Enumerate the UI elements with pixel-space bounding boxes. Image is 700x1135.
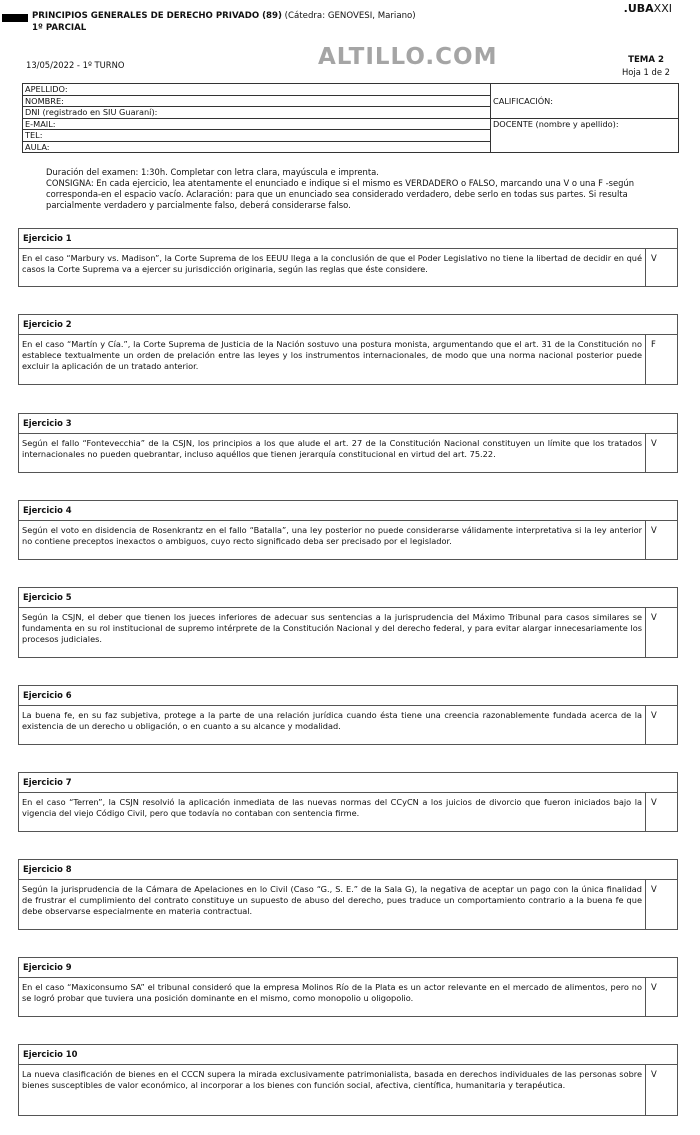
calificacion-field[interactable]: CALIFICACIÓN: (491, 84, 679, 119)
course-name: PRINCIPIOS GENERALES DE DERECHO PRIVADO (89) (32, 11, 282, 21)
course-chair: (Cátedra: GENOVESI, Mariano) (284, 11, 416, 21)
aula-field[interactable]: AULA: (23, 141, 491, 153)
exercise-block (18, 413, 678, 473)
altillo-watermark: ALTILLO.COM (318, 44, 498, 70)
exercise-text: En el caso “Terren”, la CSJN resolvió la aplicación inmediata de las nuevas normas del CCyCN a los juicios de divorcio que fueron iniciados bajo la vigencia del viejo Código Civil, pero que todavía no contaban con sentencia firme. (19, 793, 646, 831)
nombre-field[interactable]: NOMBRE: (23, 95, 491, 107)
exercise-text: Según el fallo “Fontevecchia” de la CSJN, los principios a los que alude el art. 27 de la Constitución Nacional constituyen un límite que los tratados internacionales no pueden quebrantar, incluso aquéllos que tienen jerarquía constitucional en virtud del art. 75.22. (19, 434, 646, 472)
exercise-title: Ejercicio 3 (19, 414, 677, 434)
exercise-title: Ejercicio 9 (19, 958, 677, 978)
exercise-block (18, 587, 678, 658)
answer-box[interactable]: F (651, 339, 656, 349)
exercise-text: En el caso “Maxiconsumo SA” el tribunal consideró que la empresa Molinos Río de la Plata es un actor relevante en el mercado de alimentos, pero no se logró probar que tuviera una posición dominante en el mismo, como monopolio u oligopolio. (19, 978, 646, 1016)
answer-box[interactable]: V (651, 525, 657, 535)
exercise-text: Según la jurisprudencia de la Cámara de Apelaciones en lo Civil (Caso “G., S. E.” de la Sala G), la negativa de aceptar un pago con la única finalidad de frustrar el cumplimiento del contrato constituye un supuesto de abuso del derecho, pues traduce un comportamiento contrario a la buena fe que debe observarse especialmente en materia contractual. (19, 880, 646, 929)
exercise-title: Ejercicio 10 (19, 1045, 677, 1065)
duration-text: Duración del examen: 1:30h. Completar con letra clara, mayúscula e imprenta. (46, 167, 379, 177)
answer-box[interactable]: V (651, 253, 657, 263)
exercise-title: Ejercicio 5 (19, 588, 677, 608)
answer-box[interactable]: V (651, 612, 657, 622)
answer-box[interactable]: V (651, 438, 657, 448)
exercise-block (18, 685, 678, 745)
exercise-block (18, 772, 678, 832)
exercise-title: Ejercicio 7 (19, 773, 677, 793)
docente-field[interactable]: DOCENTE (nombre y apellido): (491, 118, 679, 153)
exercise-block (18, 859, 678, 930)
exercise-text: La nueva clasificación de bienes en el CCCN supera la mirada exclusivamente patrimonialista, basada en derechos individuales de las personas sobre bienes susceptibles de valor económico, al incorporar a los bienes con función social, afectiva, científica, humanitaria y terapéutica. (19, 1065, 646, 1115)
answer-box[interactable]: V (651, 797, 657, 807)
answer-box[interactable]: V (651, 884, 657, 894)
exam-type: 1º PARCIAL (32, 23, 87, 33)
tema-label: TEMA 2 (628, 55, 664, 65)
answer-box[interactable]: V (651, 710, 657, 720)
exercise-text: La buena fe, en su faz subjetiva, protege a la parte de una relación jurídica cuando ésta tiene una creencia razonablemente fundada acerca de la existencia de un derecho u obligación, o en cuanto a su alcance y modalidad. (19, 706, 646, 744)
email-field[interactable]: E-MAIL: (23, 118, 491, 130)
answer-box[interactable]: V (651, 982, 657, 992)
consigna-text: CONSIGNA: En cada ejercicio, lea atentamente el enunciado e indique si el mismo es VERDADERO o FALSO, marcando una V o una F -según corresponda-en el espacio vacío. Aclaración: para que un enunciado sea considerado verdadero, debe serlo en todas sus partes. Si resulta parcialmente verdadero y parcialmente falso, deberá considerarse falso. (46, 178, 635, 210)
student-info-table (22, 83, 679, 153)
page-indicator: Hoja 1 de 2 (622, 67, 670, 77)
exercise-title: Ejercicio 8 (19, 860, 677, 880)
instructions (46, 167, 676, 211)
exercise-title: Ejercicio 1 (19, 229, 677, 249)
exercise-text: En el caso “Martín y Cía.”, la Corte Suprema de Justicia de la Nación sostuvo una postura monista, argumentando que el art. 31 de la Constitución no establece textualmente un orden de prelación entre las leyes y los instrumentos internacionales, de modo que una norma nacional posterior puede excluir la aplicación de un tratado anterior. (19, 335, 646, 384)
exercise-title: Ejercicio 2 (19, 315, 677, 335)
tel-field[interactable]: TEL: (23, 130, 491, 142)
exercise-block (18, 228, 678, 287)
dni-field[interactable]: DNI (registrado en SIU Guaraní): (23, 107, 491, 119)
exercise-block (18, 957, 678, 1017)
exercise-block (18, 314, 678, 385)
exercise-block (18, 1044, 678, 1116)
redaction-bar (2, 14, 28, 22)
uba-logo: .UBAXXI (623, 2, 672, 15)
exam-date: 13/05/2022 - 1º TURNO (26, 60, 125, 70)
exercise-title: Ejercicio 6 (19, 686, 677, 706)
answer-box[interactable]: V (651, 1069, 657, 1079)
exercise-title: Ejercicio 4 (19, 501, 677, 521)
apellido-field[interactable]: APELLIDO: (23, 84, 491, 96)
exercise-text: En el caso “Marbury vs. Madison”, la Corte Suprema de los EEUU llega a la conclusión de que el Poder Legislativo no tiene la libertad de decidir en qué casos la Corte Suprema va a ejercer su jurisdicción originaria, según las reglas que éste considere. (19, 249, 646, 286)
exercise-text: Según la CSJN, el deber que tienen los jueces inferiores de adecuar sus sentencias a la jurisprudencia del Máximo Tribunal para casos similares se fundamenta en su rol institucional de supremo intérprete de la Constitución Nacional y del derecho federal, y para evitar alargar innecesariamente los procesos judiciales. (19, 608, 646, 657)
course-title (32, 11, 416, 21)
exercise-block (18, 500, 678, 560)
exercise-text: Según el voto en disidencia de Rosenkrantz en el fallo “Batalla”, una ley posterior no puede considerarse válidamente interpretativa si la ley anterior no contiene preceptos inexactos o ambiguos, cuyo recto significado deba ser precisado por el legislador. (19, 521, 646, 559)
